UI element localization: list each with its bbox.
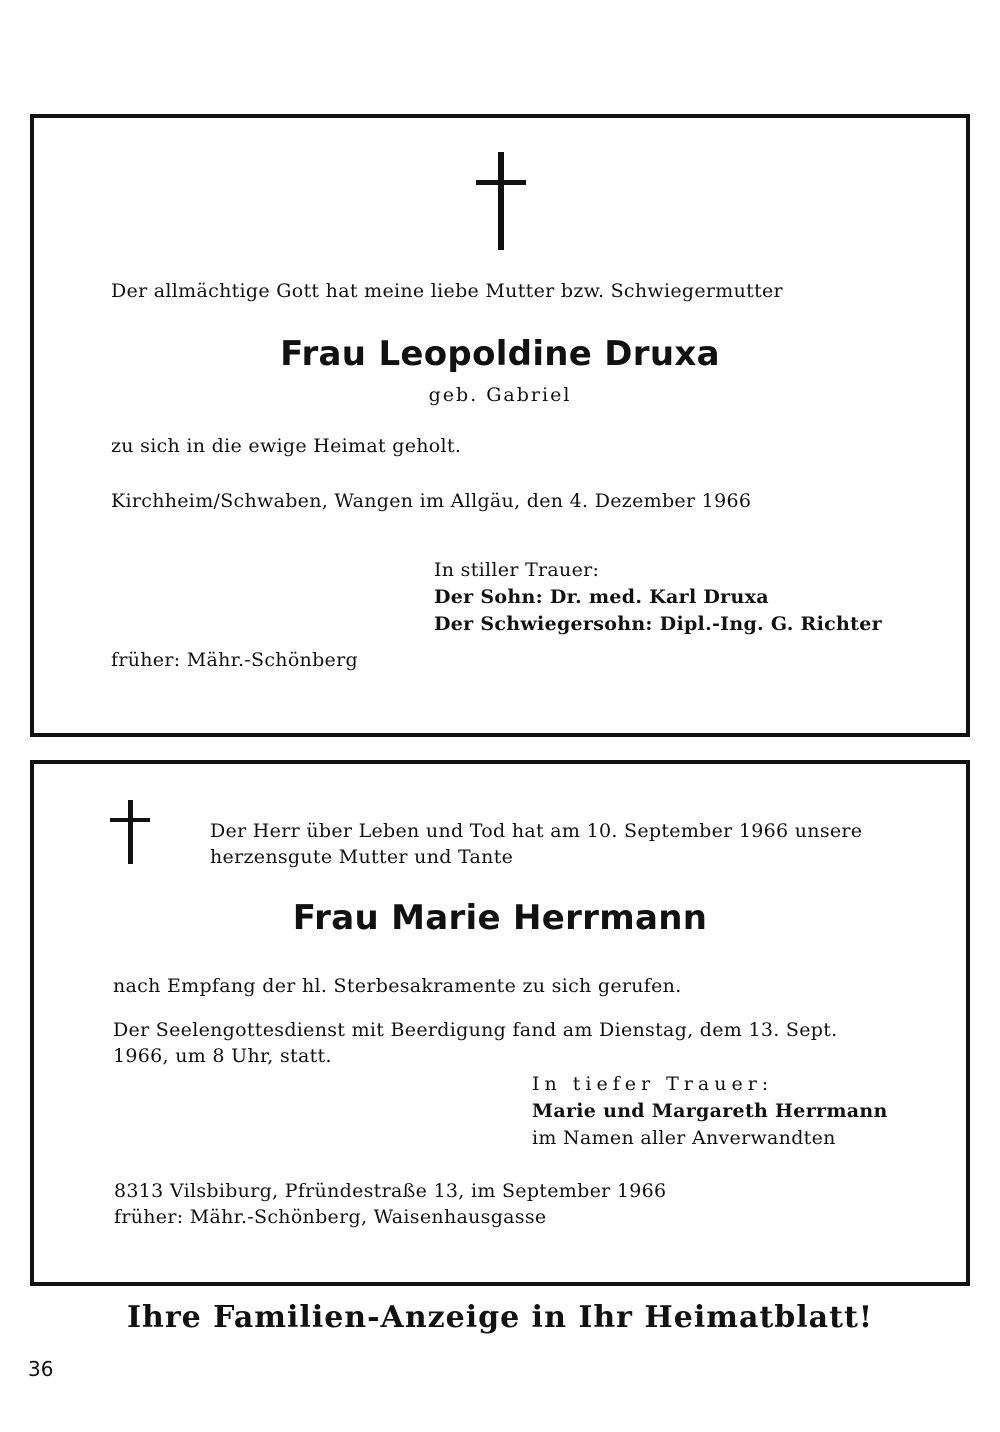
former-residence: früher: Mähr.-Schönberg, Waisenhausgasse (114, 1206, 547, 1228)
page-number: 36 (28, 1357, 54, 1381)
service-line-1: Der Seelengottesdienst mit Beerdigung fand am Dienstag, dem 13. Sept. (113, 1019, 838, 1041)
maiden-name: geb. Gabriel (428, 384, 572, 406)
advertisement-slogan: Ihre Familien-Anzeige in Ihr Heimatblatt! (127, 1300, 873, 1335)
obituary-notice-herrmann (30, 760, 970, 1286)
phrase-text: nach Empfang der hl. Sterbesakramente zu sich gerufen. (113, 975, 682, 997)
deceased-name: Frau Marie Herrmann (292, 898, 708, 938)
mourner-son-in-law: Der Schwiegersohn: Dipl.-Ing. G. Richter (434, 613, 882, 635)
relatives-text: im Namen aller Anverwandten (532, 1127, 836, 1149)
mourners: Marie und Margareth Herrmann (532, 1100, 888, 1122)
mourning-heading: In stiller Trauer: (434, 559, 600, 581)
intro-text: Der allmächtige Gott hat meine liebe Mutter bzw. Schwiegermutter (111, 280, 783, 302)
intro-line-2: herzensgute Mutter und Tante (210, 846, 514, 868)
phrase-text: zu sich in die ewige Heimat geholt. (111, 435, 462, 457)
deceased-name: Frau Leopoldine Druxa (280, 334, 720, 374)
place-date: Kirchheim/Schwaben, Wangen im Allgäu, den 4. Dezember 1966 (111, 490, 752, 512)
mourner-son: Der Sohn: Dr. med. Karl Druxa (434, 586, 769, 608)
former-residence: früher: Mähr.-Schönberg (111, 649, 358, 671)
service-line-2: 1966, um 8 Uhr, statt. (113, 1045, 332, 1067)
mourning-heading: In tiefer Trauer: (532, 1073, 774, 1095)
intro-line-1: Der Herr über Leben und Tod hat am 10. September 1966 unsere (210, 820, 863, 842)
obituary-notice-druxa (30, 114, 970, 737)
address: 8313 Vilsbiburg, Pfründestraße 13, im September 1966 (114, 1180, 667, 1202)
